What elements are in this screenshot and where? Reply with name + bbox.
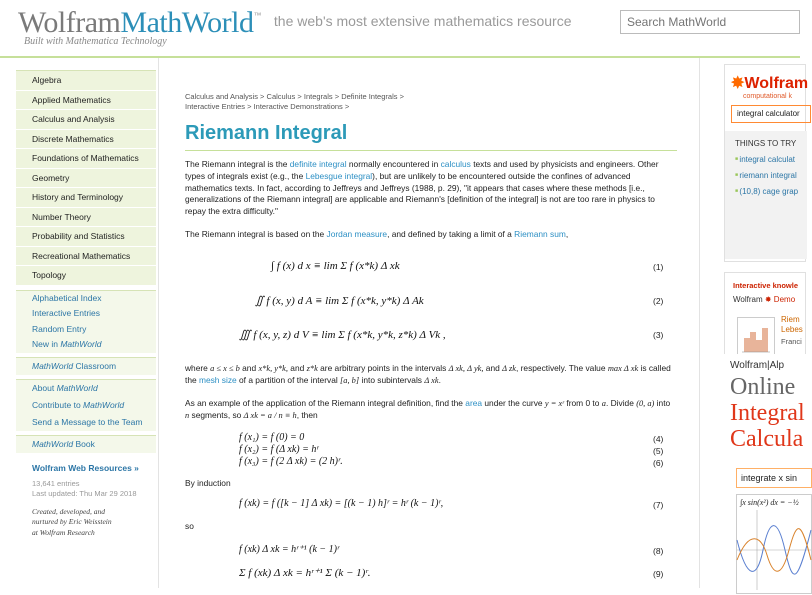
math-zk: z*k [306,364,318,373]
equation-number-2: (2) [653,296,664,306]
math-max-dx: max Δ xk [607,364,639,373]
breadcrumb-definite-integrals[interactable]: Definite Integrals [341,92,398,101]
search-input[interactable] [627,15,793,29]
wolfram-star-icon: ✸ [731,75,745,92]
site-header [0,0,800,58]
nav-recreational-mathematics[interactable]: Recreational Mathematics [16,247,156,267]
math-dxk-eq-h: Δ xk = a / n ≡ h [243,410,297,420]
equation-number-6: (6) [653,458,664,468]
nav-algebra[interactable]: Algebra [16,71,156,91]
credit-text [16,507,156,539]
ad-headline-1: Online [730,374,796,400]
equation-2: ∬ f (x, y) d A ≡ lim Σ f (x*k, y*k) Δ Ak [255,295,424,307]
credit-line-3: at Wolfram Research [32,527,95,537]
right-column [718,58,809,588]
classroom-nav [16,357,156,375]
ad-headline-3: Calcula [730,426,804,452]
p1-text-b: normally encountered in [346,159,441,169]
equation-6: f (x₃) = f (2 Δ xk) = (2 h)ʳ. [239,456,343,467]
math-a: a [601,399,606,408]
page-title: Riemann Integral [185,122,348,144]
equation-number-9: (9) [653,569,664,579]
send-message-label: Send a Message to the Team [32,416,143,427]
equation-number-7: (7) [653,500,664,510]
p3-text-e: and [483,363,503,373]
nav-new-in-label: New in [32,339,61,349]
equation-number-5: (5) [653,446,664,456]
demo-title-line-1: Riem [781,315,800,324]
p4-text-c: from 0 to [564,398,602,408]
index-nav [16,290,156,353]
by-induction-text: By induction [185,478,231,488]
nav-foundations-of-mathematics[interactable]: Foundations of Mathematics [16,149,156,169]
nav-topology[interactable]: Topology [16,266,156,286]
nav-alphabetical-index[interactable]: Alphabetical Index [32,292,102,303]
site-tagline: the web's most extensive mathematics resource [273,13,572,29]
credit-line-1: Created, developed, and [32,506,106,516]
demonstration-thumbnail-graphic [738,318,774,356]
link-mesh-size[interactable]: mesh size [198,374,237,385]
link-jordan-measure[interactable]: Jordan measure [326,229,388,239]
equation-number-1: (1) [653,262,664,272]
p3-text-a: where [185,363,211,373]
integral-calculator-ad[interactable] [724,354,806,594]
nav-about-mathworld[interactable] [16,380,156,397]
demo-word: Demo [773,295,796,304]
title-divider [185,150,677,151]
about-prefix: About [32,382,57,393]
search-box[interactable] [620,10,800,34]
site-logo[interactable] [18,6,572,40]
demonstration-title[interactable] [781,315,803,335]
breadcrumb-integrals[interactable]: Integrals [303,92,333,101]
logo-wolfram-text: Wolfram [18,6,121,39]
nav-random-entry[interactable]: Random Entry [32,323,87,334]
link-riemann-sum[interactable]: Riemann sum [514,229,566,239]
book-nav [16,435,156,453]
intro-paragraph [185,159,675,218]
math-interval-0a: (0, a) [636,399,655,408]
demo-title-line-2: Lebes [781,325,803,334]
equation-5: f (x₂) = f (Δ xk) = hʳ [239,444,319,455]
math-dxk: Δ xk [424,375,439,385]
p3-text-j: . [438,374,441,385]
demonstrations-header: Interactive knowle [733,281,799,290]
breadcrumb-line-1 [185,92,404,102]
breadcrumb-line-2 [185,102,404,112]
link-lebesgue-integral[interactable]: Lebesgue integral [305,170,373,181]
link-calculus[interactable]: calculus [440,159,471,169]
equation-3: ∭ f (x, y, z) d V ≡ lim Σ f (x*k, y*k, z*k) Δ Vk , [239,329,446,341]
p3-text-b: and [239,363,259,373]
equation-number-4: (4) [653,434,664,444]
nav-mathworld-classroom[interactable] [16,358,156,375]
things-item[interactable]: ■ riemann integral [735,171,797,180]
demonstrations-brand[interactable] [733,295,795,304]
last-updated: Last updated: Thu Mar 29 2018 [32,488,137,498]
about-nav [16,379,156,431]
wolfram-alpha-widget [724,64,809,262]
ad-plot [736,494,812,594]
book-prefix: MathWorld [32,438,74,449]
demonstration-thumbnail[interactable] [737,317,775,357]
entry-stats [16,479,156,499]
nav-new-in-mathworld-italic: MathWorld [60,339,102,349]
things-item[interactable]: ■ integral calculat [735,155,795,164]
p1-text-a: The Riemann integral is the [185,159,290,169]
math-n: n [185,410,190,420]
math-xk-yk: x*k, y*k, [258,364,288,373]
logo-trademark: ™ [253,11,262,20]
p4-text-b: under the curve [482,398,545,408]
breadcrumb-sep: > [332,92,342,101]
p3-text-f: , respectively. The value [515,363,608,373]
nav-geometry[interactable]: Geometry [16,169,156,189]
nav-send-message[interactable] [16,414,156,431]
breadcrumb-sep: > [295,92,304,101]
nav-calculus-and-analysis[interactable]: Calculus and Analysis [16,110,156,130]
about-italic: MathWorld [56,382,98,393]
ad-headline-2: Integral [730,400,805,426]
definition-paragraph [185,229,675,241]
contribute-prefix: Contribute to [32,399,84,410]
entry-count: 13,641 entries [32,478,80,488]
ad-formula: ∫x sin(x²) dx = −½ [740,498,799,507]
wolfram-alpha-subtitle: computational k [743,93,793,100]
equation-number-3: (3) [653,330,664,340]
ad-plot-graphic [737,510,811,590]
nav-discrete-mathematics[interactable]: Discrete Mathematics [16,130,156,150]
classroom-prefix: MathWorld [32,360,74,371]
breadcrumb-calculus[interactable]: Calculus [266,92,296,101]
p2-text-c: , [565,229,569,239]
p4-text-g: , then [296,409,318,420]
equation-1: ∫ f (x) d x ≡ lim Σ f (x*k) Δ xk [271,260,400,272]
breadcrumb-sep: > [257,92,267,101]
p3-text-d: are arbitrary points in the intervals [317,363,449,373]
p3-text-i: into subintervals [359,374,425,385]
demo-wolfram-text: Wolfram [733,295,765,304]
equation-number-8: (8) [653,546,664,556]
p3-text-h: of a partition of the interval [236,374,341,385]
equation-4: f (x₁) = f (0) = 0 [239,432,305,443]
wolfram-web-resources-link[interactable]: Wolfram Web Resources » [32,462,139,473]
breadcrumb-sep: > [342,102,350,111]
logo-mathworld-text: MathWorld [120,6,254,39]
article-main [158,58,700,588]
breadcrumb-calculus-and-analysis[interactable]: Calculus and Analysis [185,92,258,101]
nav-number-theory[interactable]: Number Theory [16,208,156,228]
math-interval-ab: [a, b] [340,375,360,385]
nav-history-and-terminology[interactable]: History and Terminology [16,188,156,208]
nav-probability-and-statistics[interactable]: Probability and Statistics [16,227,156,247]
ad-input: integrate x sin [736,468,812,488]
breadcrumb-sep: > [397,92,404,101]
contribute-italic: MathWorld [83,399,125,410]
nav-new-in-mathworld[interactable] [16,337,156,353]
nav-interactive-entries[interactable]: Interactive Entries [32,308,101,318]
breadcrumb-sep: > [245,102,254,111]
built-with-text: Built with Mathematica Technology [24,36,167,47]
demonstration-author: Franci [781,337,802,346]
breadcrumb-interactive-entries[interactable]: Interactive Entries [185,102,246,111]
example-paragraph [185,398,675,422]
left-sidebar [16,70,156,538]
demo-star-icon: ✸ [764,295,772,304]
p3-text-c: and [287,363,307,373]
math-dz: Δ zk [502,364,516,373]
classroom-suffix: Classroom [73,360,117,371]
nav-contribute[interactable] [16,397,156,414]
equation-7: f (xk) = f ([k − 1] Δ xk) = [(k − 1) h]ʳ = hʳ (k − 1)ʳ, [239,498,444,509]
p4-text-a: As an example of the application of the Riemann integral definition, find the [185,398,466,408]
p1-text-c: texts and used by physicists and engineers. Other types of integrals exist (e.g., the [185,159,659,181]
math-a-le-x-le-b: a ≤ x ≤ b [210,364,240,373]
so-text: so [185,521,194,531]
p4-text-f: segments, so [189,409,244,420]
link-definite-integral[interactable]: definite integral [289,159,347,169]
where-paragraph [185,363,675,387]
p3-text-g: is called the [185,363,671,385]
ad-brand: Wolfram|Alp [730,360,785,371]
wolfram-alpha-logo-text: Wolfram [744,75,809,92]
things-to-try [725,131,807,259]
equation-8: f (xk) Δ xk = hʳ⁺¹ (k − 1)ʳ [239,544,340,555]
book-suffix: Book [73,438,95,449]
nav-mathworld-book[interactable] [16,436,156,453]
things-to-try-header: THINGS TO TRY [735,139,797,148]
things-item[interactable]: ■ (10,8) cage grap [735,187,798,196]
wolfram-alpha-input[interactable]: integral calculator [731,105,811,123]
p1-text-d: ), but are unlikely to be encountered outside the confines of advanced mathematics texts. In fact, according to Jeffreys and Jeffreys (1988, p. 29), "it appears that cases where these methods [i.e., generalizations of the Riemann integral] are applicable and Riemann's [definition of the integral] is not are too rare in physics to repay the extra difficulty." [185,170,655,217]
credit-line-2: nurtured by Eric Weisstein [32,517,112,526]
p4-text-d: . Divide [605,398,637,408]
p4-text-e: into [654,398,671,408]
nav-applied-mathematics[interactable]: Applied Mathematics [16,91,156,111]
link-area[interactable]: area [465,398,483,408]
math-y-eq-xr: y = xʳ [544,399,565,408]
math-dx-dy: Δ xk, Δ yk, [448,364,484,373]
breadcrumb-interactive-demonstrations[interactable]: Interactive Demonstrations [253,102,343,111]
equation-9: Σ f (xk) Δ xk = hʳ⁺¹ Σ (k − 1)ʳ. [239,567,371,579]
wolfram-alpha-logo[interactable] [731,73,808,93]
p2-text-b: , and defined by taking a limit of a [387,229,515,239]
p2-text-a: The Riemann integral is based on the [185,229,327,239]
demonstrations-widget [724,272,806,366]
topic-nav [16,70,156,286]
breadcrumb [185,92,404,112]
